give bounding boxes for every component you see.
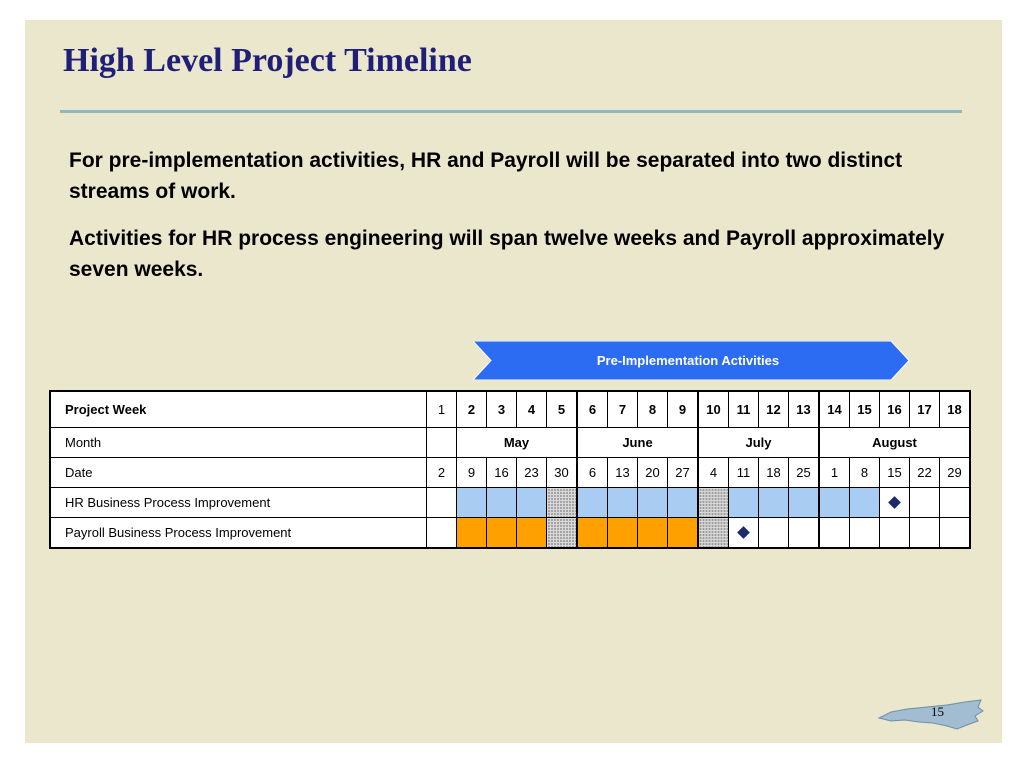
empty-cell bbox=[940, 518, 971, 549]
empty-cell bbox=[819, 518, 850, 549]
week-cell: 8 bbox=[638, 391, 668, 428]
diamond-icon bbox=[888, 496, 901, 509]
activity-bar-cell bbox=[608, 518, 638, 549]
break-cell bbox=[698, 518, 729, 549]
month-row bbox=[50, 428, 970, 458]
activity-bar-cell bbox=[668, 488, 699, 518]
activity-bar-cell bbox=[487, 518, 517, 549]
empty-cell bbox=[910, 488, 940, 518]
activity-bar-cell bbox=[668, 518, 699, 549]
empty-cell bbox=[427, 488, 457, 518]
week-cell: 18 bbox=[940, 391, 971, 428]
row-label-date: Date bbox=[50, 458, 427, 488]
activity-bar-cell bbox=[789, 488, 820, 518]
date-cell: 2 bbox=[427, 458, 457, 488]
date-cell: 9 bbox=[457, 458, 487, 488]
project-week-row bbox=[50, 391, 970, 428]
date-cell: 1 bbox=[819, 458, 850, 488]
week-cell: 7 bbox=[608, 391, 638, 428]
week-cell: 6 bbox=[577, 391, 608, 428]
week-cell: 9 bbox=[668, 391, 699, 428]
activity-bar-cell bbox=[729, 488, 759, 518]
date-cell: 30 bbox=[547, 458, 578, 488]
paragraph-streams: For pre-implementation activities, HR and Payroll will be separated into two distinct streams of work. bbox=[69, 149, 903, 203]
week-cell: 5 bbox=[547, 391, 578, 428]
date-cell: 20 bbox=[638, 458, 668, 488]
empty-cell bbox=[427, 518, 457, 549]
row-label-payroll: Payroll Business Process Improvement bbox=[50, 518, 427, 549]
diamond-icon bbox=[737, 526, 750, 539]
week-cell: 17 bbox=[910, 391, 940, 428]
empty-cell bbox=[759, 518, 789, 549]
paragraph-durations: Activities for HR process engineering will span twelve weeks and Payroll approximately seven weeks. bbox=[69, 227, 945, 281]
pre-implementation-banner bbox=[473, 341, 910, 380]
week-cell: 3 bbox=[487, 391, 517, 428]
month-cell-august: August bbox=[819, 428, 970, 458]
date-cell: 23 bbox=[517, 458, 547, 488]
week-cell: 12 bbox=[759, 391, 789, 428]
activity-bar-cell bbox=[517, 488, 547, 518]
activity-bar-cell bbox=[577, 518, 608, 549]
month-cell-june: June bbox=[577, 428, 698, 458]
milestone-cell bbox=[880, 488, 910, 518]
activity-bar-cell bbox=[487, 488, 517, 518]
row-label-month: Month bbox=[50, 428, 427, 458]
week-cell: 4 bbox=[517, 391, 547, 428]
week-cell: 1 bbox=[427, 391, 457, 428]
date-cell: 27 bbox=[668, 458, 699, 488]
activity-bar-cell bbox=[638, 488, 668, 518]
week-cell: 11 bbox=[729, 391, 759, 428]
date-cell: 16 bbox=[487, 458, 517, 488]
empty-cell bbox=[880, 518, 910, 549]
month-cell-july: July bbox=[698, 428, 819, 458]
activity-bar-cell bbox=[457, 518, 487, 549]
month-cell-may: May bbox=[457, 428, 578, 458]
title-divider bbox=[60, 110, 962, 113]
week-cell: 15 bbox=[850, 391, 880, 428]
banner-label: Pre-Implementation Activities bbox=[596, 353, 780, 368]
break-cell bbox=[698, 488, 729, 518]
activity-bar-cell bbox=[608, 488, 638, 518]
week-cell: 10 bbox=[698, 391, 729, 428]
page-number: 15 bbox=[931, 704, 944, 719]
empty-cell bbox=[940, 488, 971, 518]
activity-bar-cell bbox=[517, 518, 547, 549]
activity-bar-cell bbox=[457, 488, 487, 518]
date-cell: 25 bbox=[789, 458, 820, 488]
week-cell: 2 bbox=[457, 391, 487, 428]
date-cell: 15 bbox=[880, 458, 910, 488]
hr-row bbox=[50, 488, 970, 518]
date-cell: 13 bbox=[608, 458, 638, 488]
date-cell: 6 bbox=[577, 458, 608, 488]
milestone-cell bbox=[729, 518, 759, 549]
week-cell: 14 bbox=[819, 391, 850, 428]
empty-cell bbox=[910, 518, 940, 549]
break-cell bbox=[547, 488, 578, 518]
slide-title: High Level Project Timeline bbox=[63, 42, 472, 79]
week-cell: 16 bbox=[880, 391, 910, 428]
activity-bar-cell bbox=[819, 488, 850, 518]
month-cell-empty bbox=[427, 428, 457, 458]
row-label-hr: HR Business Process Improvement bbox=[50, 488, 427, 518]
date-row bbox=[50, 458, 970, 488]
break-cell bbox=[547, 518, 578, 549]
date-cell: 29 bbox=[940, 458, 971, 488]
payroll-row bbox=[50, 518, 970, 549]
activity-bar-cell bbox=[850, 488, 880, 518]
date-cell: 8 bbox=[850, 458, 880, 488]
date-cell: 18 bbox=[759, 458, 789, 488]
activity-bar-cell bbox=[759, 488, 789, 518]
activity-bar-cell bbox=[638, 518, 668, 549]
empty-cell bbox=[850, 518, 880, 549]
date-cell: 11 bbox=[729, 458, 759, 488]
date-cell: 22 bbox=[910, 458, 940, 488]
row-label-week: Project Week bbox=[50, 391, 427, 428]
empty-cell bbox=[789, 518, 820, 549]
activity-bar-cell bbox=[577, 488, 608, 518]
slide bbox=[25, 20, 1002, 743]
date-cell: 4 bbox=[698, 458, 729, 488]
week-cell: 13 bbox=[789, 391, 820, 428]
timeline-table bbox=[49, 390, 971, 549]
